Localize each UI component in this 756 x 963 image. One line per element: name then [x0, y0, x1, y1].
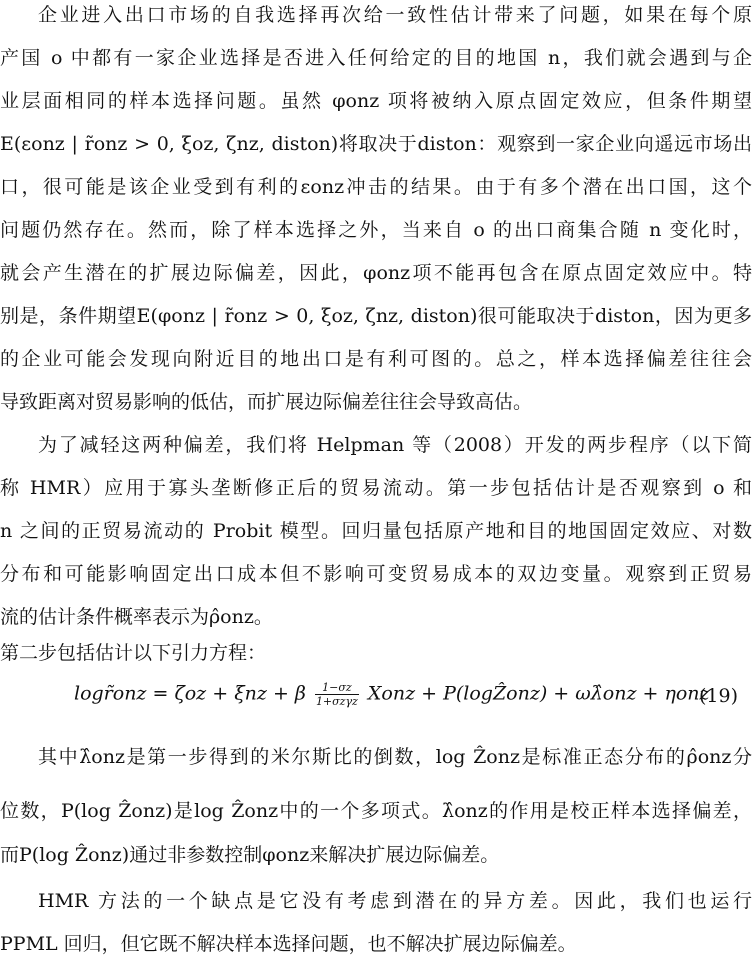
- paragraph-1-line-8: 别是，条件期望E(φonz | r̃onz > 0, ξoz, ζnz, diston)很可能取决于diston，因为更多: [0, 305, 752, 327]
- paragraph-1-line-6: 问题仍然存在。然而，除了样本选择之外，当来自 o 的出口商集合随 n 变化时，: [0, 219, 752, 241]
- paragraph-1-line-3: 业层面相同的样本选择问题。虽然 φonz 项将被纳入原点固定效应，但条件期望: [0, 90, 752, 112]
- paragraph-1-line-7: 就会产生潜在的扩展边际偏差，因此，φonz项不能再包含在原点固定效应中。特: [0, 262, 752, 284]
- equation-fraction-numerator: 1−σz: [315, 681, 359, 695]
- paragraph-2-line-2: 称 HMR）应用于寡头垄断修正后的贸易流动。第一步包括估计是否观察到 o 和: [0, 477, 752, 499]
- paragraph-2-line-3: n 之间的正贸易流动的 Probit 模型。回归量包括原产地和目的地国固定效应、对数: [0, 520, 752, 542]
- paragraph-1-line-9: 的企业可能会发现向附近目的地出口是有利可图的。总之，样本选择偏差往往会: [0, 348, 752, 370]
- equation-lhs: logr̃onz = ζoz + ξnz + β: [74, 682, 306, 705]
- equation-fraction-denominator: 1+σzγz: [315, 695, 358, 708]
- paragraph-1-line-4: E(εonz | r̃onz > 0, ξoz, ζnz, diston)将取决于diston：观察到一家企业向遥远市场出: [0, 133, 752, 155]
- paragraph-4-line-1: 其中λ̂onz是第一步得到的米尔斯比的倒数，log Ẑonz是标准正态分布的ρ̂onz分: [38, 746, 752, 768]
- paragraph-1-line-1: 企业进入出口市场的自我选择再次给一致性估计带来了问题，如果在每个原: [38, 4, 752, 26]
- equation-fraction: [315, 681, 359, 708]
- equation-number: (19): [698, 685, 738, 707]
- paragraph-3: 第二步包括估计以下引力方程：: [0, 642, 267, 664]
- equation-rhs: Xonz + P(logẐonz) + ωλ̂onz + ηonz: [367, 682, 710, 705]
- paragraph-2-line-4: 分布和可能影响固定出口成本但不影响可变贸易成本的双边变量。观察到正贸易: [0, 563, 752, 585]
- paragraph-5-line-1: HMR 方法的一个缺点是它没有考虑到潜在的异方差。因此，我们也运行: [38, 890, 752, 912]
- paragraph-1-line-10: 导致距离对贸易影响的低估，而扩展边际偏差往往会导致高估。: [0, 391, 533, 413]
- paragraph-1-line-2: 产国 o 中都有一家企业选择是否进入任何给定的目的地国 n，我们就会遇到与企: [0, 47, 752, 69]
- paragraph-1-line-5: 口，很可能是该企业受到有利的εonz冲击的结果。由于有多个潜在出口国，这个: [0, 176, 752, 198]
- paragraph-2-line-1: 为了减轻这两种偏差，我们将 Helpman 等（2008）开发的两步程序（以下简: [38, 434, 752, 456]
- equation-body: [74, 681, 710, 708]
- paragraph-2-line-5: 流的估计条件概率表示为ρ̂onz。: [0, 606, 273, 628]
- paragraph-4-line-3: 而P(log Ẑonz)通过非参数控制φonz来解决扩展边际偏差。: [0, 844, 500, 866]
- equation-19: [0, 669, 752, 725]
- paragraph-5-line-2: PPML 回归，但它既不解决样本选择问题，也不解决扩展边际偏差。: [0, 933, 577, 955]
- paragraph-4-line-2: 位数，P(log Ẑonz)是log Ẑonz中的一个多项式。λ̂onz的作用是校正样本选择偏差，: [0, 800, 752, 822]
